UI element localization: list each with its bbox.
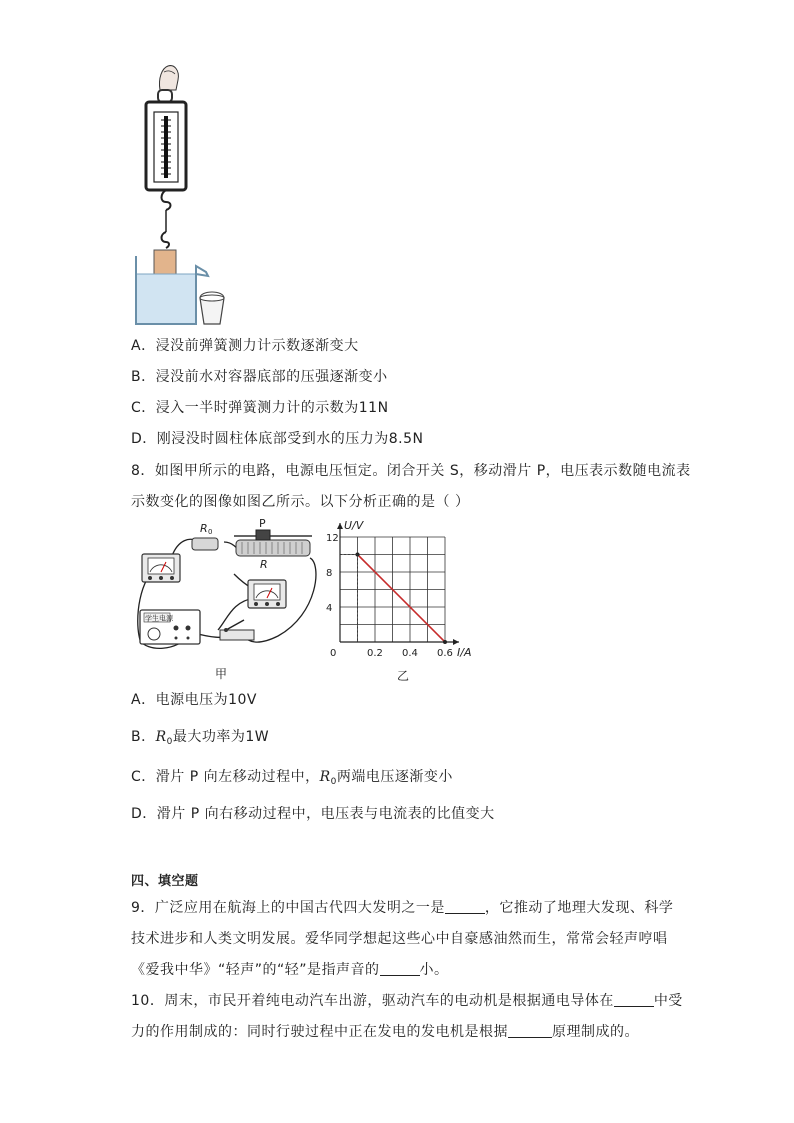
q8-stem-line2: 示数变化的图像如图乙所示。以下分析正确的是（ ）	[131, 494, 470, 510]
q9-line3-part-a: 《爱我中华》“轻声”的“轻”是指声音的	[131, 962, 380, 978]
q8-option-c-sub: 0	[330, 777, 337, 787]
data-point	[443, 640, 447, 644]
q9-line2: 技术进步和人类文明发展。爱华同学想起这些心中自豪感油然而生，常常会轻声哼唱	[131, 931, 668, 947]
hand-illustration	[159, 66, 178, 90]
q8-option-b-symbol: R	[155, 729, 167, 745]
switch-s	[220, 620, 254, 640]
q8-option-b-prefix: B．	[131, 729, 156, 745]
section-heading: 四、填空题	[131, 874, 199, 889]
x-axis-label: I/A	[457, 646, 472, 659]
q10-line1-part-b: 中受	[653, 993, 683, 1009]
q8-option-b-suffix: 最大功率为1W	[172, 729, 270, 745]
q7-option-b: B．浸没前水对容器底部的压强逐渐变小	[131, 369, 388, 385]
cylinder-block	[154, 250, 176, 274]
q10-blank-2[interactable]	[508, 1023, 552, 1038]
q7-option-d: D．刚浸没时圆柱体底部受到水的压力为8.5N	[131, 431, 424, 447]
x-axis-arrow	[453, 639, 459, 645]
q8-option-b-sub: 0	[166, 737, 173, 747]
y-tick-label: 8	[326, 568, 333, 579]
voltmeter	[248, 580, 286, 608]
q8-option-c-suffix: 两端电压逐渐变小	[336, 769, 453, 785]
q10-line1	[131, 991, 683, 1011]
q10-line2-part-a: 力的作用制成的：同时行驶过程中正在发电的发电机是根据	[131, 1024, 508, 1040]
q9-blank-1[interactable]	[445, 899, 485, 914]
ammeter	[142, 554, 180, 582]
sliding-rheostat	[234, 518, 312, 571]
catch-bucket	[200, 298, 224, 324]
q8-option-b	[131, 727, 269, 752]
u-i-graph	[318, 515, 488, 665]
q9-line1	[131, 898, 673, 918]
figure-yi-caption: 乙	[397, 669, 410, 683]
y-axis-arrow	[337, 523, 343, 529]
q10-blank-1[interactable]	[614, 992, 654, 1007]
r0-label-sub: 0	[208, 528, 213, 536]
origin-label: 0	[330, 648, 337, 659]
r0-label: R	[200, 522, 208, 535]
x-tick-label: 0.4	[402, 648, 418, 659]
q9-line3	[131, 960, 449, 980]
q8-stem-line1: 8．如图甲所示的电路，电源电压恒定。闭合开关 S，移动滑片 P，电压表示数随电流表	[131, 463, 691, 479]
slider-p	[256, 530, 270, 540]
q10-line1-part-a: 10．周末，市民开着纯电动汽车出游，驱动汽车的电动机是根据通电导体在	[131, 993, 614, 1009]
q8-option-d: D．滑片 P 向右移动过程中，电压表与电流表的比值变大	[131, 806, 495, 822]
q9-line3-part-b: 小。	[419, 962, 449, 978]
rheostat-r-label: R	[260, 558, 268, 571]
q9-line1-part-a: 9．广泛应用在航海上的中国古代四大发明之一是	[131, 900, 445, 916]
figure-jia-caption: 甲	[215, 667, 228, 681]
q10-line2-part-b: 原理制成的。	[552, 1024, 639, 1040]
y-axis-label: U/V	[344, 519, 364, 532]
resistor-r0	[192, 522, 218, 550]
graph-axes	[337, 523, 459, 645]
q7-option-a: A．浸没前弹簧测力计示数逐渐变大	[131, 338, 359, 354]
student-power-supply	[140, 610, 200, 644]
q10-line2	[131, 1022, 639, 1042]
q9-line1-part-b: ，它推动了地理大发现、科学	[484, 900, 674, 916]
circuit-figure-jia	[128, 518, 328, 658]
y-tick-label: 4	[326, 603, 333, 614]
q8-option-c	[131, 767, 453, 792]
q8-option-a: A．电源电压为10V	[131, 692, 257, 708]
u-i-line	[358, 555, 446, 643]
slider-p-label: P	[259, 518, 266, 530]
q9-blank-2[interactable]	[380, 961, 420, 976]
y-tick-label: 12	[326, 533, 339, 544]
power-supply-label: 学生电源	[145, 614, 173, 623]
q7-option-c: C．浸入一半时弹簧测力计的示数为11N	[131, 400, 389, 416]
q8-option-c-symbol: R	[319, 769, 331, 785]
x-tick-label: 0.6	[437, 648, 453, 659]
spring-scale-figure	[128, 62, 228, 332]
q8-option-c-prefix: C．滑片 P 向左移动过程中，	[131, 769, 320, 785]
x-tick-label: 0.2	[367, 648, 383, 659]
